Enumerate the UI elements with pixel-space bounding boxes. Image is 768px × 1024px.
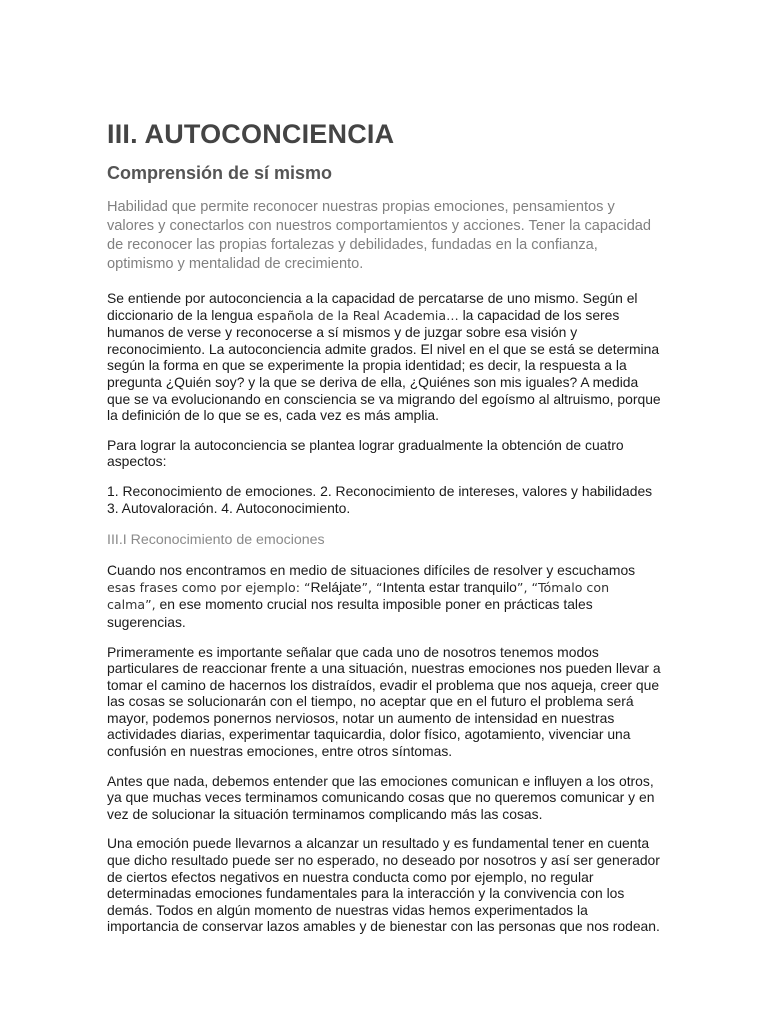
paragraph-text: Se entiende por autoconciencia a la capacidad de percatarse de uno mismo. Según el diccionario de la lengua: [107, 290, 638, 323]
page-title: III. AUTOCONCIENCIA: [107, 119, 395, 149]
paragraph-emotions-communicate: Antes que nada, debemos entender que las emociones comunican e influyen a los otros, ya que muchas veces terminamos comunicando cosas que no queremos comunicar y en vez de solucionar la situación terminamos complicando más las cosas.: [107, 772, 655, 822]
paragraph-text: la capacidad de los seres humanos de verse y reconocerse a sí mismos y de juzgar sobre esa visión y reconocimiento. La autoconciencia admite grados. El nivel en el que se está se determina según la forma en que se experimente la propia identidad; es decir, la respuesta a la pregunta ¿Quién soy? y la que se deriva de ella, ¿Quiénes son mis iguales? A medida que se va evolucionando en consciencia se va migrando del egoísmo al altruismo, porque la definición de lo que se es, cada vez es más amplia.: [107, 306, 661, 424]
section-heading: III.I Reconocimiento de emociones: [107, 532, 325, 549]
paragraph-aspects-intro: Para lograr la autoconciencia se plantea lograr gradualmente la obtención de cuatro aspectos:: [107, 436, 624, 470]
paragraph-definition: [107, 290, 661, 424]
paragraph-text: esas frases como por ejemplo: “: [107, 579, 311, 595]
paragraph-difficult-situations: [107, 562, 661, 630]
paragraph-text: en ese momento crucial nos resulta imposible poner en prácticas tales sugerencias.: [107, 596, 593, 630]
paragraph-text: ”, “: [361, 579, 383, 595]
document-page: [107, 118, 661, 935]
paragraph-reactions: Primeramente es importante señalar que cada uno de nosotros tenemos modos particulares de reaccionar frente a una situación, nuestras emociones nos pueden llevar a tomar el camino de hacernos los distraídos, evadir el problema que nos aqueja, creer que las cosas se solucionarán con el tiempo, no aceptar que en el futuro el problema será mayor, podemos ponernos nerviosos, notar un aumento de intensidad en nuestras actividades diarias, experimentar taquicardia, dolor físico, agotamiento, vivenciar una confusión en nuestras emociones, entre otros síntomas.: [107, 643, 661, 760]
paragraph-text: española de la Real Academia…: [256, 307, 459, 323]
quote-text: Intenta estar tranquilo: [382, 578, 517, 595]
intro-paragraph: Habilidad que permite reconocer nuestras propias emociones, pensamientos y valores y conectarlos con nuestros comportamientos y acciones. Tener la capacidad de reconocer las propias fortalezas y debilidades, fundadas en la confianza, optimismo y mentalidad de crecimiento.: [107, 199, 652, 272]
paragraph-text: Cuando nos encontramos en medio de situaciones difíciles de resolver y escuchamos: [107, 562, 636, 579]
quote-text: Relájate: [310, 578, 362, 595]
quote-text: Tómalo con calma: [107, 579, 610, 613]
paragraph-aspects-list: 1. Reconocimiento de emociones. 2. Reconocimiento de intereses, valores y habilidades 3. Autovaloración. 4. Autoconocimiento.: [107, 482, 653, 516]
paragraph-emotion-results: Una emoción puede llevarnos a alcanzar un resultado y es fundamental tener en cuenta que dicho resultado puede ser no esperado, no deseado por nosotros y así ser generador de ciertos efectos negativos en nuestra conducta como por ejemplo, no regular determinadas emociones fundamentales para la interacción y la convivencia con los demás. Todos en algún momento de nuestras vidas hemos experimentados la importancia de conservar lazos amables y de bienestar con las personas que nos rodean.: [107, 835, 660, 935]
paragraph-text: ”, “: [516, 579, 538, 595]
paragraph-text: ”,: [145, 597, 156, 613]
page-subtitle: Comprensión de sí mismo: [107, 163, 333, 183]
